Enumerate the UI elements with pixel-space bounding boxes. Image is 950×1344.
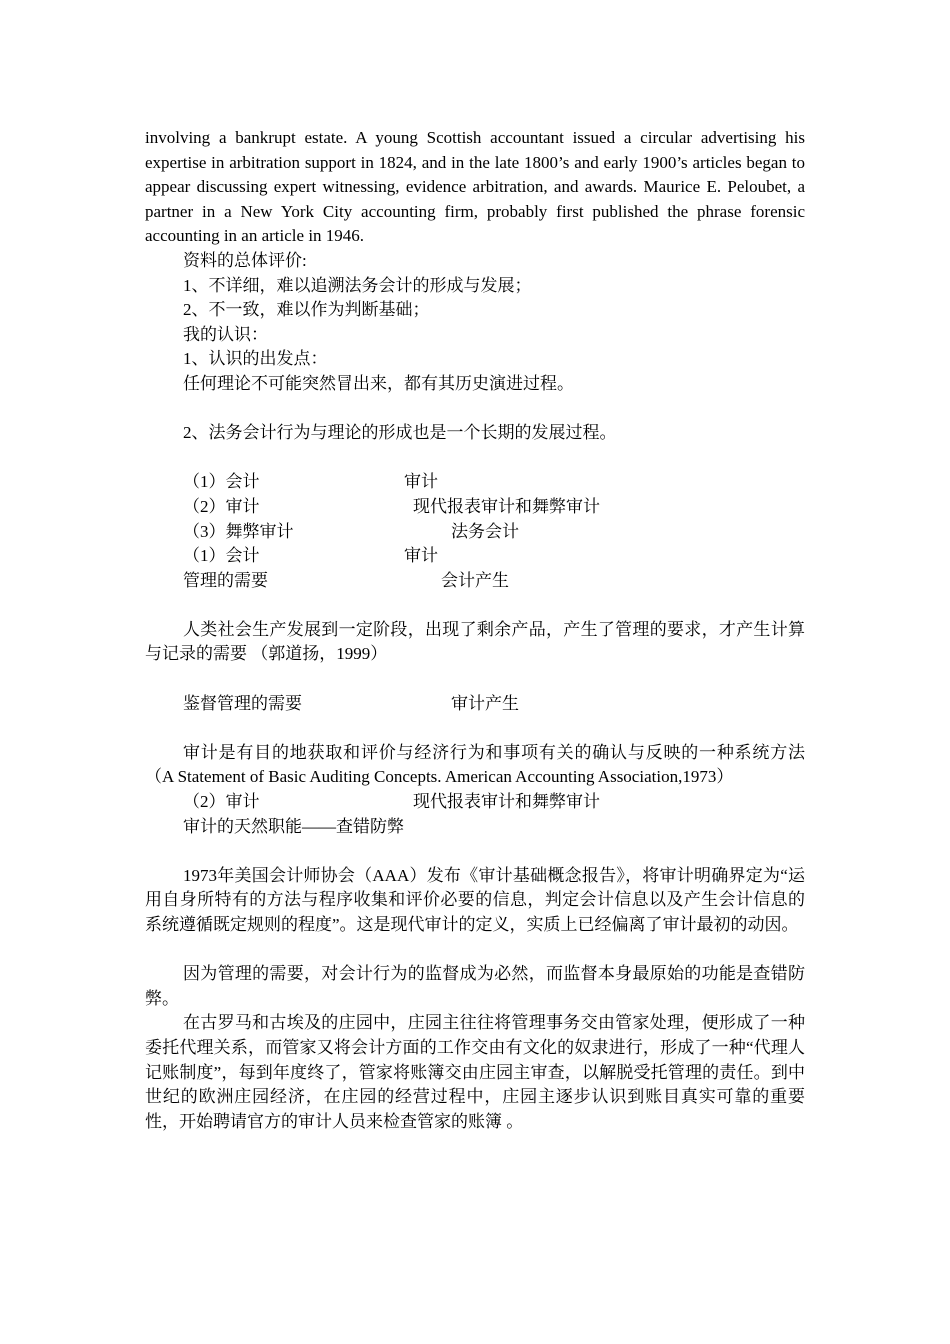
stage-right: 会计产生: [441, 570, 509, 590]
stage-row: [145, 495, 805, 520]
audit-function-line: 审计的天然职能——查错防弊: [183, 816, 404, 836]
supervision-right: 审计产生: [451, 693, 519, 713]
stage-row: [145, 470, 805, 495]
intro-paragraph-en: involving a bankrupt estate. A young Scottish accountant issued a circular advertising his expertise in arbitration support in 1824, and in the late 1800’s and early 1900’s articles began to appear discussing expert witnessing, evidence arbitration, and awards. Maurice E. Peloubet, a partner in a New York City accounting firm, probably first published the phrase forensic accounting in an article in 1946.: [145, 128, 805, 246]
stage-left: （2）审计: [183, 792, 260, 812]
stage-right: 法务会计: [451, 521, 519, 541]
supervision-row: [145, 692, 805, 717]
stage-left: （1）会计: [183, 546, 260, 566]
supervision-left: 鉴督管理的需要: [183, 693, 302, 713]
view-point-2: 2、法务会计行为与理论的形成也是一个长期的发展过程。: [183, 423, 617, 443]
evaluation-heading: 资料的总体评价:: [183, 250, 307, 270]
stage-right: 审计: [404, 472, 438, 492]
stage-left: （1）会计: [183, 472, 260, 492]
ancient-rome-paragraph: 在古罗马和古埃及的庄园中，庄园主往往将管理事务交由管家处理，便形成了一种委托代理关系，而管家又将会计方面的工作交由有文化的奴隶进行，形成了一种“代理人记账制度”，每到年度终了，管家将账簿交由庄园主审查，以解脱受托管理的责任。到中世纪的欧洲庄园经济，在庄园的经营过程中，庄园主逐步认识到账目真实可靠的重要性，开始聘请官方的审计人员来检查管家的账簿 。: [145, 1013, 805, 1131]
stage-left: 管理的需要: [183, 570, 268, 590]
stage-row: [145, 520, 805, 545]
stage-row: [145, 569, 805, 594]
aaa-1973-paragraph: 1973年美国会计师协会（AAA）发布《审计基础概念报告》，将审计明确界定为“运用自身所特有的方法与程序收集和评价必要的信息，判定会计信息以及产生会计信息的系统遵循既定规则的程度”。这是现代审计的定义，实质上已经偏离了审计最初的动因。: [145, 865, 805, 934]
view-heading: 我的认识：: [183, 324, 268, 344]
stage-right: 审计: [404, 546, 438, 566]
stage-row: [145, 544, 805, 569]
view-point-1-text: 任何理论不可能突然冒出来，都有其历史演进过程。: [183, 373, 574, 393]
stage-right: 现代报表审计和舞弊审计: [413, 496, 600, 516]
stage-right: 现代报表审计和舞弊审计: [413, 792, 600, 812]
management-paragraph: 因为管理的需要，对会计行为的监督成为必然，而监督本身最原始的功能是查错防弊。: [145, 964, 805, 1008]
stage-left: （2）审计: [183, 496, 260, 516]
view-point-1: 1、认识的出发点：: [183, 349, 328, 369]
document-page: [145, 126, 805, 1134]
audit-definition-paragraph: 审计是有目的地获取和评价与经济行为和事项有关的确认与反映的一种系统方法（A Statement of Basic Auditing Concepts. American Accounting Association,1973）: [145, 742, 805, 787]
stage-left: （3）舞弊审计: [183, 521, 294, 541]
evaluation-point-1: 1、不详细，难以追溯法务会计的形成与发展；: [183, 275, 532, 295]
society-paragraph: 人类社会生产发展到一定阶段，出现了剩余产品，产生了管理的要求，才产生计算与记录的需要 （郭道扬，1999）: [145, 619, 805, 664]
stage-row-repeat: [145, 790, 805, 815]
evaluation-point-2: 2、不一致，难以作为判断基础；: [183, 300, 430, 320]
